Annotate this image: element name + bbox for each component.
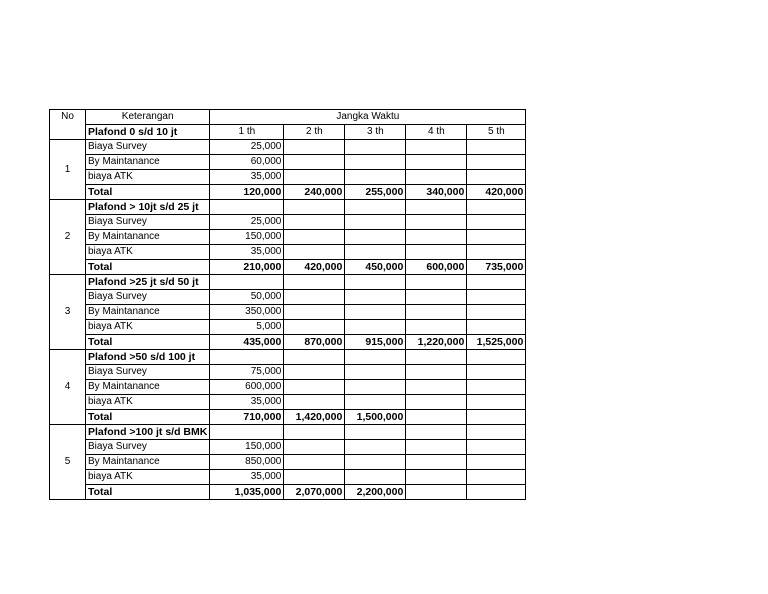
period-header: 1 th: [210, 125, 284, 140]
total-value: 210,000: [210, 260, 284, 275]
item-label: By Maintanance: [86, 380, 210, 395]
table-row: [50, 320, 526, 335]
group-title-row: [50, 350, 526, 365]
empty-cell: [406, 200, 467, 215]
empty-cell: [284, 275, 345, 290]
empty-cell: [467, 320, 526, 335]
item-label: Biaya Survey: [86, 140, 210, 155]
item-label: By Maintanance: [86, 230, 210, 245]
empty-cell: [467, 245, 526, 260]
table-row: [50, 230, 526, 245]
empty-cell: [284, 305, 345, 320]
empty-cell: [284, 200, 345, 215]
empty-cell: [345, 140, 406, 155]
table-row: [50, 215, 526, 230]
table-row: [50, 170, 526, 185]
empty-cell: [467, 455, 526, 470]
empty-cell: [345, 275, 406, 290]
empty-cell: [284, 440, 345, 455]
empty-cell: [345, 230, 406, 245]
item-value: 350,000: [210, 305, 284, 320]
empty-cell: [210, 275, 284, 290]
group-title: Plafond > 10jt s/d 25 jt: [86, 200, 210, 215]
empty-cell: [284, 455, 345, 470]
empty-cell: [406, 425, 467, 440]
total-value: 600,000: [406, 260, 467, 275]
empty-cell: [284, 230, 345, 245]
group-title-row: [50, 425, 526, 440]
table-row: [50, 155, 526, 170]
empty-cell: [284, 155, 345, 170]
total-label: Total: [86, 335, 210, 350]
empty-cell: [284, 380, 345, 395]
empty-cell: [406, 230, 467, 245]
empty-cell: [210, 425, 284, 440]
row-number: 3: [50, 275, 86, 350]
total-value: 255,000: [345, 185, 406, 200]
empty-cell: [467, 275, 526, 290]
empty-cell: [284, 425, 345, 440]
empty-cell: [406, 320, 467, 335]
total-value: 340,000: [406, 185, 467, 200]
item-label: biaya ATK: [86, 470, 210, 485]
empty-cell: [467, 200, 526, 215]
total-value: 420,000: [284, 260, 345, 275]
total-row: [50, 185, 526, 200]
table-row: [50, 305, 526, 320]
empty-cell: [345, 470, 406, 485]
total-value: 2,070,000: [284, 485, 345, 500]
item-value: 35,000: [210, 470, 284, 485]
row-number: 2: [50, 200, 86, 275]
group-title: Plafond >25 jt s/d 50 jt: [86, 275, 210, 290]
item-value: 60,000: [210, 155, 284, 170]
header-jangka-waktu: Jangka Waktu: [210, 110, 526, 125]
total-value: 710,000: [210, 410, 284, 425]
total-value: 870,000: [284, 335, 345, 350]
empty-cell: [284, 170, 345, 185]
total-value: [467, 410, 526, 425]
item-value: 600,000: [210, 380, 284, 395]
empty-cell: [406, 455, 467, 470]
empty-cell: [406, 365, 467, 380]
total-value: 2,200,000: [345, 485, 406, 500]
empty-cell: [406, 440, 467, 455]
empty-cell: [345, 380, 406, 395]
empty-cell: [406, 140, 467, 155]
total-value: 450,000: [345, 260, 406, 275]
empty-cell: [284, 215, 345, 230]
header-no: No: [50, 110, 86, 140]
empty-cell: [284, 365, 345, 380]
total-value: 1,420,000: [284, 410, 345, 425]
item-label: Biaya Survey: [86, 290, 210, 305]
total-value: 735,000: [467, 260, 526, 275]
empty-cell: [467, 425, 526, 440]
empty-cell: [467, 305, 526, 320]
empty-cell: [345, 200, 406, 215]
table-row: [50, 290, 526, 305]
item-value: 35,000: [210, 170, 284, 185]
item-value: 50,000: [210, 290, 284, 305]
total-value: 1,500,000: [345, 410, 406, 425]
empty-cell: [467, 440, 526, 455]
empty-cell: [210, 200, 284, 215]
total-label: Total: [86, 485, 210, 500]
empty-cell: [284, 350, 345, 365]
empty-cell: [467, 140, 526, 155]
table-row: [50, 245, 526, 260]
table-row: [50, 380, 526, 395]
empty-cell: [406, 380, 467, 395]
period-header: 5 th: [467, 125, 526, 140]
group-title-row: [50, 125, 526, 140]
empty-cell: [345, 305, 406, 320]
table-row: [50, 455, 526, 470]
empty-cell: [345, 155, 406, 170]
total-row: [50, 335, 526, 350]
empty-cell: [467, 215, 526, 230]
item-value: 25,000: [210, 215, 284, 230]
total-value: 120,000: [210, 185, 284, 200]
empty-cell: [467, 155, 526, 170]
fee-table-body: [50, 110, 526, 500]
table-row: [50, 470, 526, 485]
table-row: [50, 440, 526, 455]
total-label: Total: [86, 185, 210, 200]
total-value: 1,220,000: [406, 335, 467, 350]
period-header: 2 th: [284, 125, 345, 140]
header-row: [50, 110, 526, 125]
item-label: biaya ATK: [86, 320, 210, 335]
empty-cell: [467, 380, 526, 395]
item-value: 150,000: [210, 440, 284, 455]
item-label: biaya ATK: [86, 395, 210, 410]
total-label: Total: [86, 260, 210, 275]
empty-cell: [345, 290, 406, 305]
item-label: By Maintanance: [86, 455, 210, 470]
total-value: [406, 410, 467, 425]
item-value: 5,000: [210, 320, 284, 335]
item-label: By Maintanance: [86, 305, 210, 320]
item-label: Biaya Survey: [86, 365, 210, 380]
empty-cell: [406, 470, 467, 485]
period-header: 4 th: [406, 125, 467, 140]
total-row: [50, 260, 526, 275]
empty-cell: [345, 320, 406, 335]
empty-cell: [345, 365, 406, 380]
table-row: [50, 395, 526, 410]
empty-cell: [345, 455, 406, 470]
total-value: 420,000: [467, 185, 526, 200]
group-title: Plafond 0 s/d 10 jt: [86, 125, 210, 140]
item-label: Biaya Survey: [86, 215, 210, 230]
empty-cell: [406, 275, 467, 290]
empty-cell: [406, 170, 467, 185]
empty-cell: [284, 395, 345, 410]
total-value: 435,000: [210, 335, 284, 350]
group-title-row: [50, 200, 526, 215]
group-title: Plafond >50 s/d 100 jt: [86, 350, 210, 365]
item-value: 150,000: [210, 230, 284, 245]
total-row: [50, 485, 526, 500]
empty-cell: [345, 440, 406, 455]
total-value: [467, 485, 526, 500]
row-number: 5: [50, 425, 86, 500]
item-label: biaya ATK: [86, 170, 210, 185]
table-row: [50, 140, 526, 155]
empty-cell: [284, 245, 345, 260]
total-value: 1,525,000: [467, 335, 526, 350]
item-value: 850,000: [210, 455, 284, 470]
total-row: [50, 410, 526, 425]
empty-cell: [406, 290, 467, 305]
group-title-row: [50, 275, 526, 290]
empty-cell: [406, 305, 467, 320]
empty-cell: [284, 470, 345, 485]
empty-cell: [406, 215, 467, 230]
empty-cell: [345, 215, 406, 230]
empty-cell: [284, 290, 345, 305]
empty-cell: [406, 350, 467, 365]
item-label: Biaya Survey: [86, 440, 210, 455]
total-value: 915,000: [345, 335, 406, 350]
empty-cell: [345, 170, 406, 185]
empty-cell: [345, 395, 406, 410]
row-number: 1: [50, 140, 86, 200]
empty-cell: [467, 230, 526, 245]
empty-cell: [345, 425, 406, 440]
empty-cell: [467, 290, 526, 305]
empty-cell: [345, 245, 406, 260]
empty-cell: [467, 395, 526, 410]
empty-cell: [284, 320, 345, 335]
empty-cell: [467, 365, 526, 380]
empty-cell: [467, 170, 526, 185]
total-value: [406, 485, 467, 500]
total-value: 240,000: [284, 185, 345, 200]
empty-cell: [345, 350, 406, 365]
item-value: 35,000: [210, 245, 284, 260]
row-number: 4: [50, 350, 86, 425]
empty-cell: [406, 245, 467, 260]
item-label: By Maintanance: [86, 155, 210, 170]
item-value: 25,000: [210, 140, 284, 155]
empty-cell: [467, 350, 526, 365]
empty-cell: [406, 395, 467, 410]
fee-table: [49, 109, 526, 500]
empty-cell: [284, 140, 345, 155]
item-value: 75,000: [210, 365, 284, 380]
item-label: biaya ATK: [86, 245, 210, 260]
table-row: [50, 365, 526, 380]
empty-cell: [406, 155, 467, 170]
empty-cell: [467, 470, 526, 485]
total-label: Total: [86, 410, 210, 425]
header-keterangan: Keterangan: [86, 110, 210, 125]
period-header: 3 th: [345, 125, 406, 140]
group-title: Plafond >100 jt s/d BMK: [86, 425, 210, 440]
total-value: 1,035,000: [210, 485, 284, 500]
empty-cell: [210, 350, 284, 365]
item-value: 35,000: [210, 395, 284, 410]
